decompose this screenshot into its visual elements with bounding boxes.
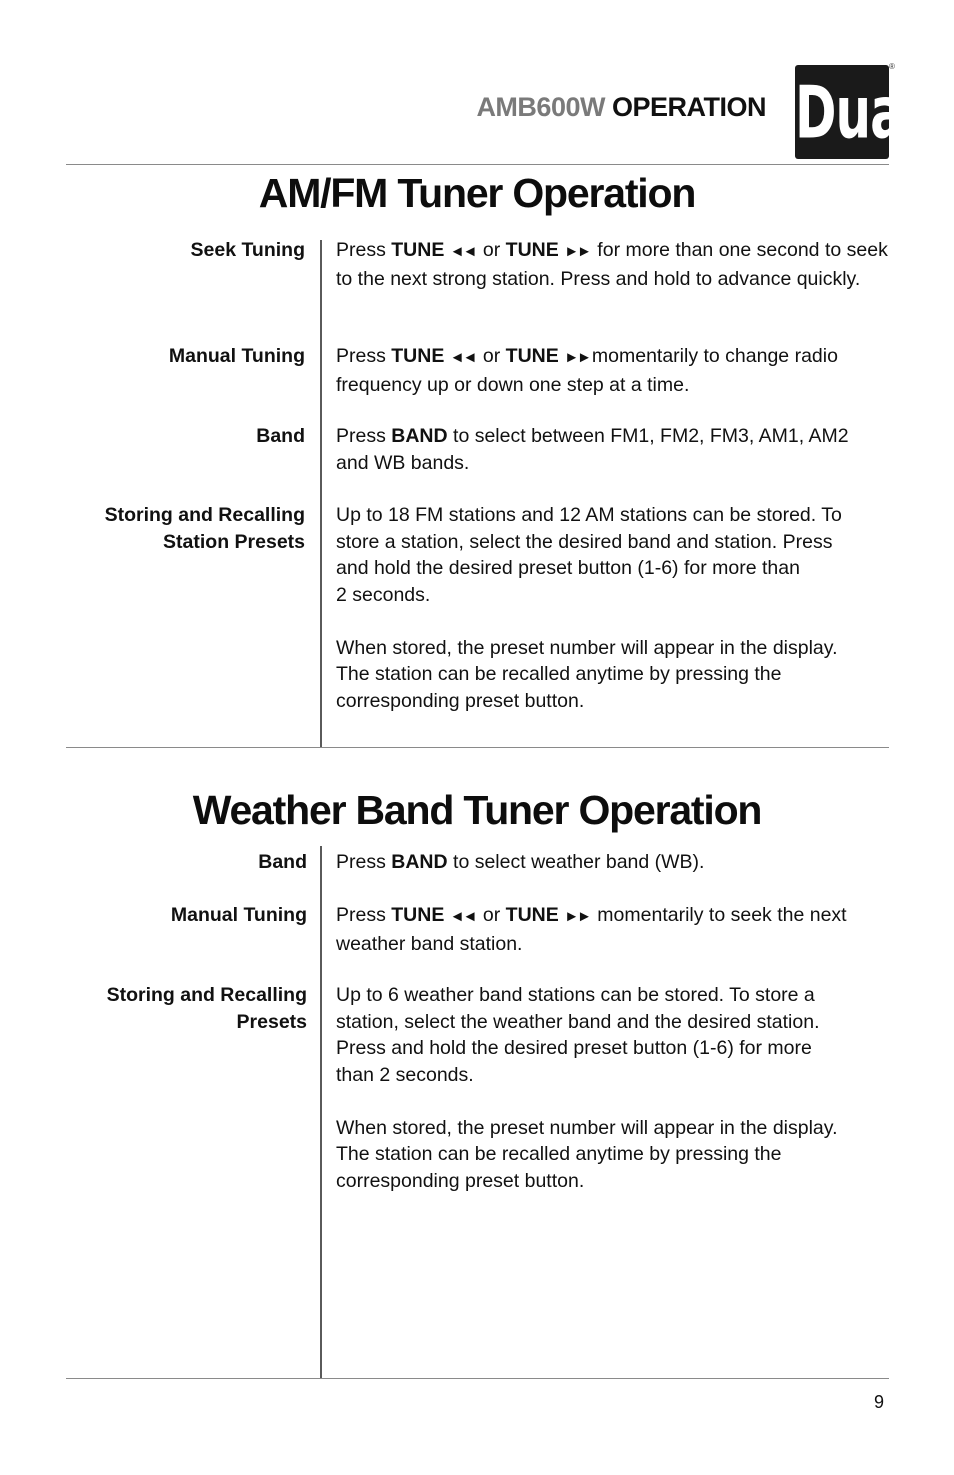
amfm-column-divider [320,240,322,747]
model-name: AMB600W [476,92,605,122]
amfm-section-title: AM/FM Tuner Operation [258,170,696,216]
amfm-label-band: Band [256,425,305,447]
rewind-arrows-icon: ◄◄ [449,243,476,260]
tune-key: TUNE [505,239,559,261]
weather-section-title: Weather Band Tuner Operation [192,787,762,833]
amfm-label-seek-tuning: Seek Tuning [190,239,305,261]
forward-arrows-icon: ►► [564,243,590,260]
header-section: OPERATION [611,92,766,122]
weather-label-manual-tuning: Manual Tuning [170,904,307,926]
page-header [0,0,954,165]
amfm-desc-seek-tuning: Press TUNE ◄◄ or TUNE ►► for more than one second to seek to the next strong station. Press and hold to advance quickly. [336,239,888,290]
tune-key: TUNE [391,345,445,367]
weather-label-presets: Storing and Recalling Presets [106,984,307,1033]
weather-desc-presets: Up to 6 weather band stations can be stored. To store a station, select the weather band and the desired station. Press and hold the desired preset button (1-6) for more than 2 seconds. When stored, the preset number will appear in the display. The station can be recalled anytime by pressing the corresponding preset button. [336,984,838,1192]
rewind-arrows-icon: ◄◄ [449,908,476,925]
weather-desc-manual-tuning: Press TUNE ◄◄ or TUNE ►► momentarily to seek the next weather band station. [336,904,847,955]
footer-rule [66,1378,889,1379]
page-number: 9 [873,1392,884,1412]
tune-key: TUNE [391,239,445,261]
band-key: BAND [391,851,448,873]
dual-logo [795,65,919,159]
amfm-label-presets: Storing and Recalling Station Presets [104,504,305,553]
tune-key: TUNE [391,904,445,926]
tune-key: TUNE [505,345,559,367]
tune-key: TUNE [505,904,559,926]
weather-label-band: Band [258,851,307,873]
header-title [476,92,766,123]
forward-arrows-icon: ►► [564,349,590,366]
registered-mark: ® [889,62,895,71]
logo-text: Dual [795,71,919,156]
amfm-desc-presets: Up to 18 FM stations and 12 AM stations can be stored. To store a station, select the desired band and station. Press and hold the desired preset button (1-6) for more than 2 seconds. When stored, the preset number will appear in the display. The station can be recalled anytime by pressing the corresponding preset button. [336,504,842,712]
header-rule [66,164,889,165]
weather-column-divider [320,846,322,1378]
amfm-label-manual-tuning: Manual Tuning [168,345,305,367]
amfm-desc-band: Press BAND to select between FM1, FM2, FM3, AM1, AM2 and WB bands. [336,425,849,474]
band-key: BAND [391,425,448,447]
weather-desc-band: Press BAND to select weather band (WB). [336,851,705,873]
amfm-desc-manual-tuning: Press TUNE ◄◄ or TUNE ►► momentarily to change radio frequency up or down one step at a time. [336,345,838,396]
amfm-section-rule [66,747,889,748]
rewind-arrows-icon: ◄◄ [449,349,476,366]
forward-arrows-icon: ►► [564,908,590,925]
